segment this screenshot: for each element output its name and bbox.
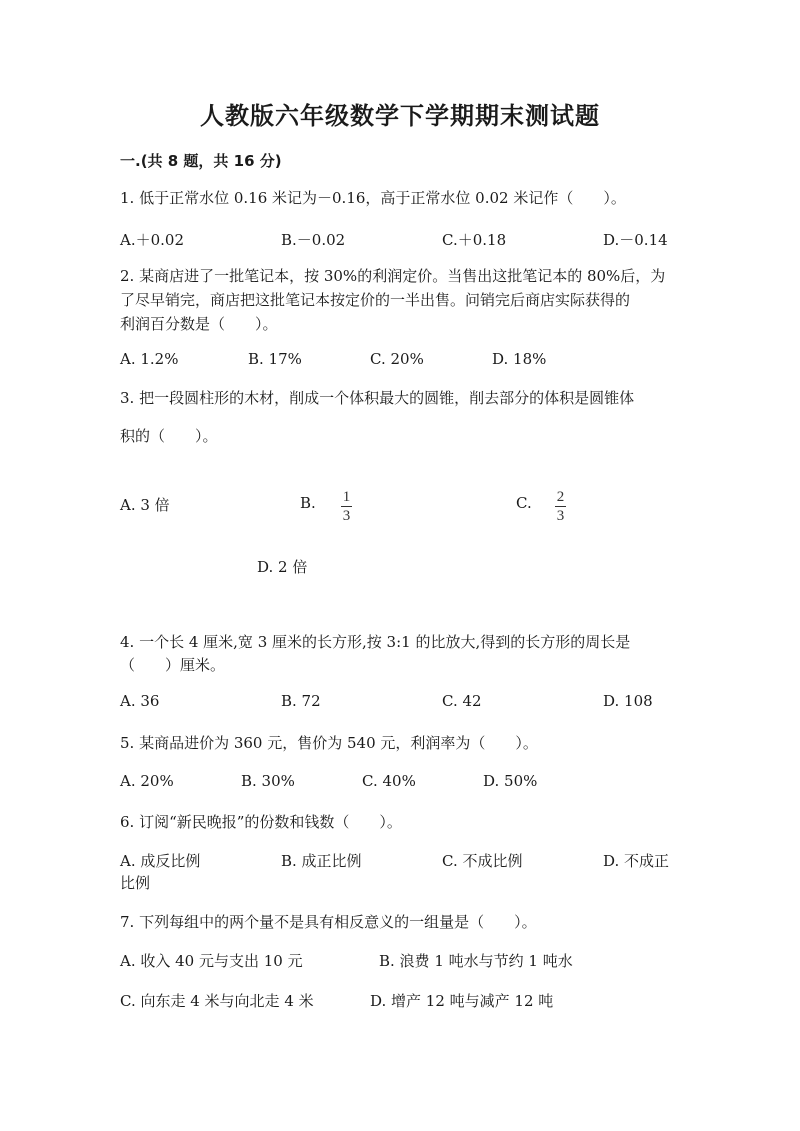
fraction-numerator: 1 [342, 489, 351, 505]
q2-option-c[interactable]: C. 20% [370, 350, 424, 368]
q1-option-c[interactable]: C.＋0.18 [442, 231, 507, 249]
question-4-line-1: 4. 一个长 4 厘米,宽 3 厘米的长方形,按 3:1 的比放大,得到的长方形的周长是 [120, 633, 631, 651]
page-title: 人教版六年级数学下学期期末测试题 [200, 102, 600, 130]
q6-option-b[interactable]: B. 成正比例 [281, 852, 362, 870]
q1-option-d[interactable]: D.－0.14 [603, 231, 668, 249]
fraction-denominator: 3 [556, 508, 565, 524]
q6-option-a[interactable]: A. 成反比例 [120, 852, 201, 870]
q3-option-c-fraction [555, 489, 566, 524]
question-7-text: 7. 下列每组中的两个量不是具有相反意义的一组量是（ ）。 [120, 913, 537, 931]
q3-option-c[interactable]: C. [516, 494, 532, 512]
q7-option-d[interactable]: D. 增产 12 吨与减产 12 吨 [370, 992, 554, 1010]
q7-option-b[interactable]: B. 浪费 1 吨水与节约 1 吨水 [379, 952, 573, 970]
q3-option-b-fraction [341, 489, 352, 524]
fraction-bar [341, 506, 352, 507]
q1-option-b[interactable]: B.－0.02 [281, 231, 346, 249]
question-3-line-1: 3. 把一段圆柱形的木材，削成一个体积最大的圆锥，削去部分的体积是圆锥体 [120, 389, 635, 407]
q2-option-a[interactable]: A. 1.2% [120, 350, 179, 368]
q3-option-b[interactable]: B. [300, 494, 316, 512]
q4-option-d[interactable]: D. 108 [603, 692, 653, 710]
q4-option-a[interactable]: A. 36 [120, 692, 160, 710]
question-1-text: 1. 低于正常水位 0.16 米记为－0.16，高于正常水位 0.02 米记作（ ）。 [120, 189, 626, 207]
question-6-text: 6. 订阅“新民晚报”的份数和钱数（ ）。 [120, 813, 402, 831]
q2-option-d[interactable]: D. 18% [492, 350, 547, 368]
q7-option-a[interactable]: A. 收入 40 元与支出 10 元 [120, 952, 303, 970]
q7-option-c[interactable]: C. 向东走 4 米与向北走 4 米 [120, 992, 314, 1010]
q6-option-d[interactable]: D. 不成正 [603, 852, 670, 870]
q4-option-c[interactable]: C. 42 [442, 692, 482, 710]
question-4-line-2: （ ）厘米。 [120, 656, 226, 674]
question-2-line-2: 了尽早销完，商店把这批笔记本按定价的一半出售。问销完后商店实际获得的 [120, 291, 631, 309]
question-3-line-2: 积的（ ）。 [120, 427, 218, 445]
q6-option-d-wrap: 比例 [120, 874, 151, 892]
q4-option-b[interactable]: B. 72 [281, 692, 321, 710]
q6-option-c[interactable]: C. 不成比例 [442, 852, 523, 870]
q3-option-a[interactable]: A. 3 倍 [120, 496, 170, 514]
fraction-numerator: 2 [556, 489, 565, 505]
q5-option-a[interactable]: A. 20% [120, 772, 174, 790]
q2-option-b[interactable]: B. 17% [248, 350, 302, 368]
section-heading: 一.(共 8 题，共 16 分) [120, 152, 282, 170]
q1-option-a[interactable]: A.＋0.02 [120, 231, 184, 249]
question-5-text: 5. 某商品进价为 360 元，售价为 540 元，利润率为（ ）。 [120, 734, 538, 752]
question-2-line-1: 2. 某商店进了一批笔记本，按 30%的利润定价。当售出这批笔记本的 80%后，为 [120, 267, 666, 285]
fraction-bar [555, 506, 566, 507]
q5-option-d[interactable]: D. 50% [483, 772, 538, 790]
q5-option-b[interactable]: B. 30% [241, 772, 295, 790]
q5-option-c[interactable]: C. 40% [362, 772, 416, 790]
question-2-line-3: 利润百分数是（ ）。 [120, 315, 278, 333]
fraction-denominator: 3 [342, 508, 351, 524]
q3-option-d[interactable]: D. 2 倍 [257, 558, 308, 576]
